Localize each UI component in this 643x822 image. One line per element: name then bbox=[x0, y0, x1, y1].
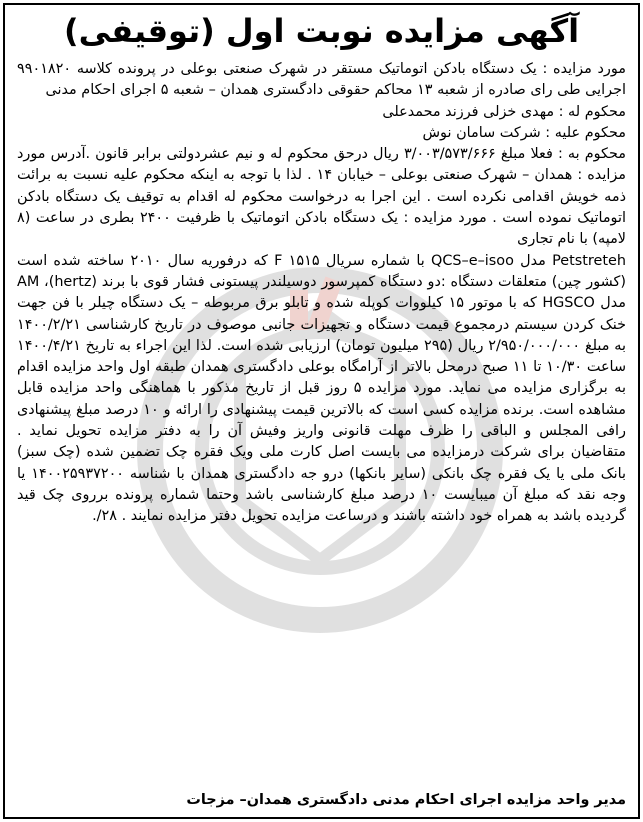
notice-signature: مدیر واحد مزایده اجرای احکام مدنی دادگستری همدان– مزجات bbox=[186, 792, 626, 808]
paragraph-details: Petstreteh مدل QCS–e–isoo با شماره سریال F ۱۵۱۵ که درفوریه سال ۲۰۱۰ ساخته شده است (کشور چین) متعلقات دستگاه :دو دستگاه کمپرسور دوسیلندر پیستونی فشار قوی با برند (hertz)، AM مدل HGSCO که با موتور ۱۵ کیلووات کوپله شده و تابلو برق مربوطه – یک دستگاه چیلر با فن جهت خنک کردن سیستم درمجموع قیمت دستگاه و تجهیزات جانبی موصوف در تاریخ کارشناسی ۱۴۰۰/۲/۲۱ به مبلغ ۲/۹۵۰/۰۰۰/۰۰۰ ریال (۲۹۵ میلیون تومان) ارزیابی شده است. لذا این اجراء به تاریخ ۱۴۰۰/۴/۲۱ ساعت ۱۰/۳۰ تا ۱۱ صبح درمحل بالاتر از آرامگاه بوعلی دادگستری همدان طبقه اول واحد مزایده اقدام به برگزاری مزایده می نماید. مورد مزایده ۵ روز قبل از تاریخ مذکور با هماهنگی واحد مزایده قابل مشاهده است. برنده مزایده کسی است که بالاترین قیمت پیشنهادی را ارائه و ۱۰ درصد مبلغ پیشنهادی رافی المجلس و الباقی را ظرف مهلت قانونی واریز وفیش آن را به دفتر مزایده تحویل نماید . متقاضیان برای شرکت درمزایده می بایست اصل کارت ملی ویک فقره چک تضمین شده (چک سبز) بانک ملی یا یک فقره چک بانکی (سایر بانکها) درو جه دادگستری همدان با شناسه ۱۴۰۰۲۵۹۳۷۲۰۰ یا وجه نقد که مبلغ آن میبایست ۱۰ درصد مبلغ کارشناسی باشد وحتما شماره پرونده برروی چک قید گردیده باشد به همراه خود داشته باشند و درساعت مزایده تحویل دفتر مزایده نمایند . ۲۸/. bbox=[17, 252, 627, 525]
paragraph-judgment: محکوم به : فعلا مبلغ ۳/۰۰۳/۵۷۳/۶۶۶ ریال درحق محکوم له و نیم عشردولتی برابر قانون .آدرس مورد مزایده : همدان – شهرک صنعتی بوعلی – خیابان ۱۴ . لذا با توجه به اینکه محکوم علیه نسبت به برائت ذمه خویش اقدامی نکرده است . این اجرا به درخواست محکوم له اقدام به توقیف یک دستگاه بادکن اتوماتیک نموده است . مورد مزایده : یک دستگاه بادکن اتوماتیک با ظرفیت ۲۴۰۰ بطری در ساعت (۸ لامپه) با نام تجاری bbox=[17, 146, 627, 248]
paragraph-creditor: محکوم له : مهدی خزلی فرزند محمدعلی bbox=[382, 103, 626, 120]
paragraph-subject: مورد مزایده : یک دستگاه بادکن اتوماتیک مستقر در شهرک صنعتی بوعلی در پرونده کلاسه ۹۹۰۱۸۲۰ اجرایی طی رای صادره از شعبه ۱۳ محاکم حقوقی دادگستری همدان – شعبه ۵ اجرای احکام مدنی bbox=[17, 61, 626, 99]
paragraph-debtor: محکوم علیه : شرکت سامان نوش bbox=[422, 124, 626, 141]
notice-body bbox=[5, 59, 638, 528]
notice-title: آگهی مزایده نوبت اول (توقیفی) bbox=[63, 12, 580, 50]
notice-frame bbox=[3, 3, 640, 819]
